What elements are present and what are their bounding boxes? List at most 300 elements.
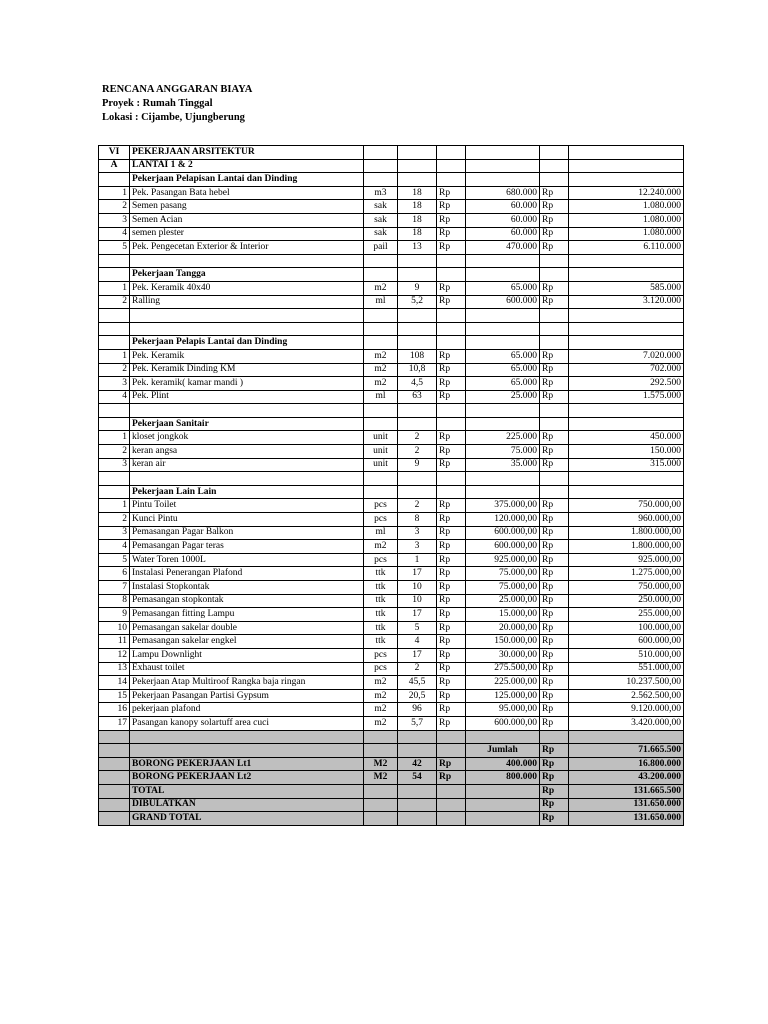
row-unit-price <box>466 472 540 486</box>
row-total: 250.000,00 <box>569 594 684 608</box>
row-price-currency: Rp <box>437 377 466 391</box>
row-unit-price: 75.000,00 <box>466 581 540 595</box>
row-unit-price: 225.000 <box>466 431 540 445</box>
row-unit: m2 <box>364 716 398 730</box>
row-total: 7.020.000 <box>569 349 684 363</box>
table-row-final <box>99 798 684 812</box>
row-number: 7 <box>99 581 130 595</box>
row-total-currency: Rp <box>540 200 569 214</box>
row-number: 1 <box>99 186 130 200</box>
row-volume: 9 <box>398 281 437 295</box>
row-volume <box>398 404 437 418</box>
row-description: TOTAL <box>130 784 364 798</box>
table-row-borong <box>99 757 684 771</box>
row-description: Pek. Keramik 40x40 <box>130 281 364 295</box>
row-unit <box>364 784 398 798</box>
row-volume <box>398 784 437 798</box>
row-number <box>99 309 130 323</box>
row-unit: ttk <box>364 581 398 595</box>
row-total: 16.800.000 <box>569 757 684 771</box>
document-title: RENCANA ANGGARAN BIAYA <box>102 84 253 95</box>
row-total <box>569 417 684 431</box>
row-unit-price <box>466 336 540 350</box>
row-volume: 2 <box>398 445 437 459</box>
row-total <box>569 485 684 499</box>
row-total-currency <box>540 336 569 350</box>
row-volume: 108 <box>398 349 437 363</box>
row-description: semen plester <box>130 227 364 241</box>
row-unit: ttk <box>364 621 398 635</box>
row-unit-price: 75.000,00 <box>466 567 540 581</box>
row-unit: pcs <box>364 499 398 513</box>
table-row-item <box>99 526 684 540</box>
row-number: 12 <box>99 648 130 662</box>
row-number: 2 <box>99 363 130 377</box>
row-price-currency: Rp <box>437 608 466 622</box>
row-unit: unit <box>364 445 398 459</box>
row-volume <box>398 417 437 431</box>
row-unit-price: 65.000 <box>466 349 540 363</box>
table-row-section <box>99 268 684 282</box>
row-total-currency: Rp <box>540 567 569 581</box>
table-row-item <box>99 349 684 363</box>
row-unit-price <box>466 417 540 431</box>
row-unit-price: 600.000 <box>466 295 540 309</box>
row-price-currency <box>437 812 466 826</box>
row-number: 3 <box>99 377 130 391</box>
row-price-currency: Rp <box>437 703 466 717</box>
row-unit <box>364 472 398 486</box>
row-number: 16 <box>99 703 130 717</box>
table-row-final <box>99 812 684 826</box>
row-number: 15 <box>99 689 130 703</box>
table-row-item <box>99 621 684 635</box>
row-unit-price: 95.000,00 <box>466 703 540 717</box>
row-description: Lampu Downlight <box>130 648 364 662</box>
row-total-currency <box>540 159 569 173</box>
row-unit: sak <box>364 200 398 214</box>
row-total-currency: Rp <box>540 526 569 540</box>
row-total-currency: Rp <box>540 716 569 730</box>
row-description: Pek. Keramik <box>130 349 364 363</box>
row-description: Semen pasang <box>130 200 364 214</box>
row-volume <box>398 798 437 812</box>
row-unit-price: 120.000,00 <box>466 513 540 527</box>
row-unit-price: 225.000,00 <box>466 676 540 690</box>
row-volume: 2 <box>398 662 437 676</box>
row-total-currency: Rp <box>540 390 569 404</box>
row-unit-price <box>466 812 540 826</box>
row-volume: 63 <box>398 390 437 404</box>
row-price-currency: Rp <box>437 458 466 472</box>
table-row-item <box>99 581 684 595</box>
table-row-item <box>99 567 684 581</box>
row-volume: 3 <box>398 526 437 540</box>
row-unit: pcs <box>364 553 398 567</box>
row-unit: ttk <box>364 635 398 649</box>
row-unit <box>364 159 398 173</box>
row-unit: m2 <box>364 689 398 703</box>
row-unit: sak <box>364 213 398 227</box>
table-row-item <box>99 363 684 377</box>
row-total-currency: Rp <box>540 757 569 771</box>
row-total: 2.562.500,00 <box>569 689 684 703</box>
row-total: 510.000,00 <box>569 648 684 662</box>
row-description: Pekerjaan Atap Multiroof Rangka baja ringan <box>130 676 364 690</box>
row-volume: 17 <box>398 648 437 662</box>
row-total-currency: Rp <box>540 431 569 445</box>
row-unit-price: 60.000 <box>466 227 540 241</box>
row-total-currency: Rp <box>540 281 569 295</box>
table-row-item <box>99 227 684 241</box>
row-unit: ttk <box>364 594 398 608</box>
row-volume: 4 <box>398 635 437 649</box>
table-row-section <box>99 336 684 350</box>
row-unit <box>364 404 398 418</box>
row-price-currency <box>437 404 466 418</box>
row-number: 8 <box>99 594 130 608</box>
row-volume <box>398 336 437 350</box>
row-total: 9.120.000,00 <box>569 703 684 717</box>
row-number: 5 <box>99 553 130 567</box>
row-unit <box>364 322 398 336</box>
table-row-section <box>99 485 684 499</box>
row-total-currency: Rp <box>540 513 569 527</box>
row-number <box>99 173 130 187</box>
row-unit: M2 <box>364 757 398 771</box>
row-number <box>99 784 130 798</box>
row-total: 6.110.000 <box>569 241 684 255</box>
row-total <box>569 159 684 173</box>
row-unit: sak <box>364 227 398 241</box>
row-unit <box>364 336 398 350</box>
row-total-currency: Rp <box>540 186 569 200</box>
row-volume: 96 <box>398 703 437 717</box>
row-volume <box>398 159 437 173</box>
table-row-item <box>99 241 684 255</box>
row-price-currency <box>437 146 466 160</box>
row-total-currency: Rp <box>540 499 569 513</box>
row-total: 100.000,00 <box>569 621 684 635</box>
row-description: PEKERJAAN ARSITEKTUR <box>130 146 364 160</box>
table-row-item <box>99 213 684 227</box>
row-number: 17 <box>99 716 130 730</box>
row-description: Pekerjaan Pelapis Lantai dan Dinding <box>130 336 364 350</box>
row-unit-price: 275.500,00 <box>466 662 540 676</box>
table-row-item <box>99 608 684 622</box>
row-unit <box>364 173 398 187</box>
row-total-currency: Rp <box>540 784 569 798</box>
row-number: 5 <box>99 241 130 255</box>
table-row-blank <box>99 322 684 336</box>
row-number: 2 <box>99 295 130 309</box>
row-total: 925.000,00 <box>569 553 684 567</box>
row-total: 10.237.500,00 <box>569 676 684 690</box>
row-total: 43.200.000 <box>569 771 684 785</box>
row-total <box>569 254 684 268</box>
row-total-currency <box>540 146 569 160</box>
row-unit-price: 925.000,00 <box>466 553 540 567</box>
row-price-currency <box>437 254 466 268</box>
row-total: 1.275.000,00 <box>569 567 684 581</box>
row-total-currency: Rp <box>540 798 569 812</box>
row-total: 1.800.000,00 <box>569 540 684 554</box>
row-total: 1.080.000 <box>569 200 684 214</box>
row-unit-price: 65.000 <box>466 363 540 377</box>
row-price-currency <box>437 472 466 486</box>
row-volume <box>398 322 437 336</box>
row-unit-price: 65.000 <box>466 281 540 295</box>
row-total-currency: Rp <box>540 553 569 567</box>
row-unit <box>364 309 398 323</box>
row-description: Pek. Plint <box>130 390 364 404</box>
row-description: Pemasangan Pagar Balkon <box>130 526 364 540</box>
row-volume <box>398 268 437 282</box>
row-description: Pemasangan Pagar teras <box>130 540 364 554</box>
project-name: Proyek : Rumah Tinggal <box>102 98 213 109</box>
table-row-blank <box>99 404 684 418</box>
row-unit-price: 65.000 <box>466 377 540 391</box>
row-price-currency: Rp <box>437 513 466 527</box>
row-price-currency: Rp <box>437 689 466 703</box>
row-number: 3 <box>99 213 130 227</box>
row-volume <box>398 744 437 758</box>
row-price-currency <box>437 268 466 282</box>
row-unit-price: 800.000 <box>466 771 540 785</box>
row-unit-price: 15.000,00 <box>466 608 540 622</box>
row-unit: pail <box>364 241 398 255</box>
row-total-currency: Rp <box>540 648 569 662</box>
row-number: 1 <box>99 281 130 295</box>
row-volume: 42 <box>398 757 437 771</box>
row-total: 1.800.000,00 <box>569 526 684 540</box>
row-unit-price: 680.000 <box>466 186 540 200</box>
row-total: 702.000 <box>569 363 684 377</box>
row-total-currency <box>540 417 569 431</box>
row-description: Kunci Pintu <box>130 513 364 527</box>
row-number: 4 <box>99 540 130 554</box>
row-total-currency: Rp <box>540 594 569 608</box>
row-price-currency <box>437 485 466 499</box>
row-volume: 4,5 <box>398 377 437 391</box>
table-row-blank <box>99 254 684 268</box>
row-description: Semen Acian <box>130 213 364 227</box>
row-description: Pemasangan fitting Lampu <box>130 608 364 622</box>
row-description <box>130 730 364 744</box>
row-description: kloset jongkok <box>130 431 364 445</box>
row-price-currency: Rp <box>437 363 466 377</box>
row-unit: m2 <box>364 349 398 363</box>
row-price-currency: Rp <box>437 390 466 404</box>
row-description <box>130 254 364 268</box>
row-total: 3.420.000,00 <box>569 716 684 730</box>
row-total: 131.650.000 <box>569 812 684 826</box>
row-description: Pekerjaan Lain Lain <box>130 485 364 499</box>
row-number: 1 <box>99 499 130 513</box>
row-total-currency: Rp <box>540 227 569 241</box>
row-description: Pemasangan stopkontak <box>130 594 364 608</box>
row-unit-price <box>466 254 540 268</box>
row-description: Pek. Keramik Dinding KM <box>130 363 364 377</box>
row-volume <box>398 173 437 187</box>
document-header <box>102 83 252 125</box>
row-number <box>99 336 130 350</box>
row-total <box>569 336 684 350</box>
row-price-currency: Rp <box>437 526 466 540</box>
row-total-currency: Rp <box>540 635 569 649</box>
row-price-currency: Rp <box>437 295 466 309</box>
row-total: 131.665.500 <box>569 784 684 798</box>
table-row-item <box>99 377 684 391</box>
row-total-currency <box>540 173 569 187</box>
row-unit: ml <box>364 526 398 540</box>
row-total: 960.000,00 <box>569 513 684 527</box>
row-unit-price <box>466 784 540 798</box>
row-price-currency: Rp <box>437 635 466 649</box>
row-number <box>99 472 130 486</box>
row-price-currency: Rp <box>437 771 466 785</box>
table-row-borong <box>99 771 684 785</box>
row-total <box>569 268 684 282</box>
row-description: Pekerjaan Pelapisan Lantai dan Dinding <box>130 173 364 187</box>
row-volume: 5,2 <box>398 295 437 309</box>
row-unit: m2 <box>364 676 398 690</box>
row-description: GRAND TOTAL <box>130 812 364 826</box>
row-unit-price: 25.000 <box>466 390 540 404</box>
row-total-currency: Rp <box>540 689 569 703</box>
row-number: 9 <box>99 608 130 622</box>
row-total <box>569 173 684 187</box>
row-price-currency <box>437 336 466 350</box>
table-row-item <box>99 689 684 703</box>
row-price-currency: Rp <box>437 581 466 595</box>
row-unit <box>364 485 398 499</box>
row-total: 131.650.000 <box>569 798 684 812</box>
row-number: 4 <box>99 227 130 241</box>
row-unit-price: 600.000,00 <box>466 716 540 730</box>
row-unit-price: 20.000,00 <box>466 621 540 635</box>
row-unit: pcs <box>364 648 398 662</box>
row-unit: m2 <box>364 363 398 377</box>
row-unit-price: 75.000 <box>466 445 540 459</box>
table-row-item <box>99 635 684 649</box>
row-price-currency: Rp <box>437 349 466 363</box>
row-unit-price: 470.000 <box>466 241 540 255</box>
row-price-currency: Rp <box>437 431 466 445</box>
row-volume: 20,5 <box>398 689 437 703</box>
row-unit-price: 125.000,00 <box>466 689 540 703</box>
row-unit-price <box>466 730 540 744</box>
row-number <box>99 404 130 418</box>
row-number <box>99 757 130 771</box>
row-unit: ttk <box>364 567 398 581</box>
table-row-item <box>99 295 684 309</box>
row-unit: unit <box>364 431 398 445</box>
row-number: 2 <box>99 513 130 527</box>
row-total: 750.000,00 <box>569 499 684 513</box>
row-price-currency: Rp <box>437 499 466 513</box>
row-unit-price <box>466 322 540 336</box>
row-volume <box>398 730 437 744</box>
row-number <box>99 485 130 499</box>
row-number: A <box>99 159 130 173</box>
row-unit-price <box>466 485 540 499</box>
row-total-currency: Rp <box>540 744 569 758</box>
row-total <box>569 146 684 160</box>
row-total-currency <box>540 472 569 486</box>
row-volume: 5 <box>398 621 437 635</box>
row-price-currency: Rp <box>437 241 466 255</box>
row-description: Pekerjaan Pasangan Partisi Gypsum <box>130 689 364 703</box>
row-price-currency <box>437 784 466 798</box>
table-row-item <box>99 662 684 676</box>
row-volume: 13 <box>398 241 437 255</box>
row-unit-price <box>466 159 540 173</box>
row-total-currency: Rp <box>540 608 569 622</box>
row-unit-price: 35.000 <box>466 458 540 472</box>
row-unit-price <box>466 404 540 418</box>
row-total-currency <box>540 485 569 499</box>
row-number <box>99 744 130 758</box>
row-volume: 10 <box>398 581 437 595</box>
row-unit: m2 <box>364 281 398 295</box>
row-total-currency: Rp <box>540 241 569 255</box>
row-total-currency: Rp <box>540 377 569 391</box>
row-volume: 10 <box>398 594 437 608</box>
row-price-currency <box>437 730 466 744</box>
row-unit-price: Jumlah <box>466 744 540 758</box>
row-volume: 17 <box>398 567 437 581</box>
row-unit <box>364 798 398 812</box>
row-unit-price <box>466 268 540 282</box>
row-description: keran angsa <box>130 445 364 459</box>
row-number: 10 <box>99 621 130 635</box>
table-row-item <box>99 458 684 472</box>
row-price-currency <box>437 159 466 173</box>
row-total: 12.240.000 <box>569 186 684 200</box>
row-description: LANTAI 1 & 2 <box>130 159 364 173</box>
row-total-currency: Rp <box>540 295 569 309</box>
row-description <box>130 322 364 336</box>
row-total-currency <box>540 404 569 418</box>
row-price-currency <box>437 309 466 323</box>
table-row-item <box>99 445 684 459</box>
row-description: DIBULATKAN <box>130 798 364 812</box>
project-location: Lokasi : Cijambe, Ujungberung <box>102 112 245 123</box>
row-volume: 3 <box>398 540 437 554</box>
row-total: 450.000 <box>569 431 684 445</box>
table-row-item <box>99 431 684 445</box>
table-row-item <box>99 186 684 200</box>
table-row-item <box>99 648 684 662</box>
row-volume: 9 <box>398 458 437 472</box>
row-total: 1.080.000 <box>569 227 684 241</box>
row-unit-price: 600.000,00 <box>466 540 540 554</box>
row-unit-price <box>466 309 540 323</box>
row-description <box>130 309 364 323</box>
table-row-item <box>99 200 684 214</box>
row-number: 1 <box>99 431 130 445</box>
row-number: 3 <box>99 458 130 472</box>
row-total-currency <box>540 309 569 323</box>
row-price-currency: Rp <box>437 281 466 295</box>
row-price-currency: Rp <box>437 553 466 567</box>
row-price-currency: Rp <box>437 200 466 214</box>
row-unit-price: 60.000 <box>466 213 540 227</box>
row-volume: 18 <box>398 186 437 200</box>
row-price-currency <box>437 798 466 812</box>
row-total-currency: Rp <box>540 676 569 690</box>
